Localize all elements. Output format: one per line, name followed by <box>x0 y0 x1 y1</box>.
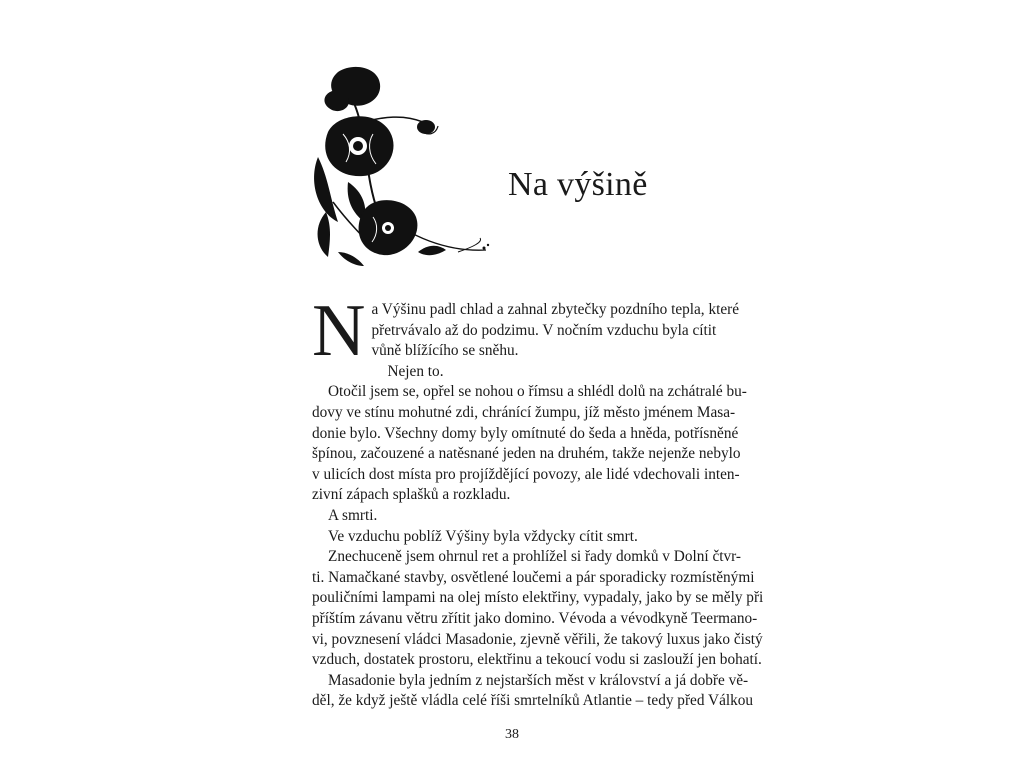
text-line: Masadonie byla jedním z nejstarších měst v království a já dobře vě- <box>328 671 749 689</box>
text-line: pouličními lampami na olej místo elektřiny, vypadaly, jako by se měly při <box>312 589 764 607</box>
text-line: zivní zápach splašků a rozkladu. <box>312 486 511 504</box>
text-line: a Výšinu padl chlad a zahnal zbytečky pozdního tepla, které <box>371 301 740 318</box>
text-line: Znechuceně jsem ohrnul ret a prohlížel si řady domků v Dolní čtvr- <box>328 548 742 566</box>
text-line: A smrti. <box>328 506 378 524</box>
text-line: vzduch, dostatek prostoru, elektřinu a tekoucí vodu si zaslouží jen bohatí. <box>312 651 762 669</box>
chapter-title: Na výšině <box>508 166 648 203</box>
poppy-flowers-ornament-icon <box>308 62 498 277</box>
text-line: příštím závanu větru zřítit jako domino. Vévoda a vévodkyně Teermano- <box>312 609 758 627</box>
drop-cap: N <box>312 290 366 372</box>
text-line: přetrvávalo až do podzimu. V nočním vzduchu byla cítit <box>371 321 717 339</box>
text-line: vi, povznesení vládci Masadonie, zjevně věřili, že takový luxus jako čistý <box>312 630 763 648</box>
text-line: donie bylo. Všechny domy byly omítnuté do šeda a hněda, potřísněné <box>312 424 739 442</box>
page-number: 38 <box>505 727 519 742</box>
text-line: Ve vzduchu poblíž Výšiny byla vždycky cítit smrt. <box>328 527 638 545</box>
text-line: vůně blížícího se sněhu. <box>371 342 519 360</box>
text-line: děl, že když ještě vládla celé říši smrtelníků Atlantie – tedy před Válkou <box>312 692 754 710</box>
text-line: Nejen to. <box>387 362 444 380</box>
text-line: ti. Namačkané stavby, osvětlené loučemi a pár sporadicky rozmístěnými <box>312 568 755 586</box>
chapter-body <box>312 290 764 712</box>
text-line: špínou, začouzené a natěsnané jeden na druhém, takže nejenže nebylo <box>312 445 741 463</box>
text-lines <box>312 290 764 712</box>
text-line: Otočil jsem se, opřel se nohou o římsu a shlédl dolů na zchátralé bu- <box>328 383 747 401</box>
text-line: dovy ve stínu mohutné zdi, chránící žumpu, jíž město jménem Masa- <box>312 403 736 421</box>
text-line: v ulicích dost místa pro projíždějící povozy, ale lidé vdechovali inten- <box>312 465 740 483</box>
